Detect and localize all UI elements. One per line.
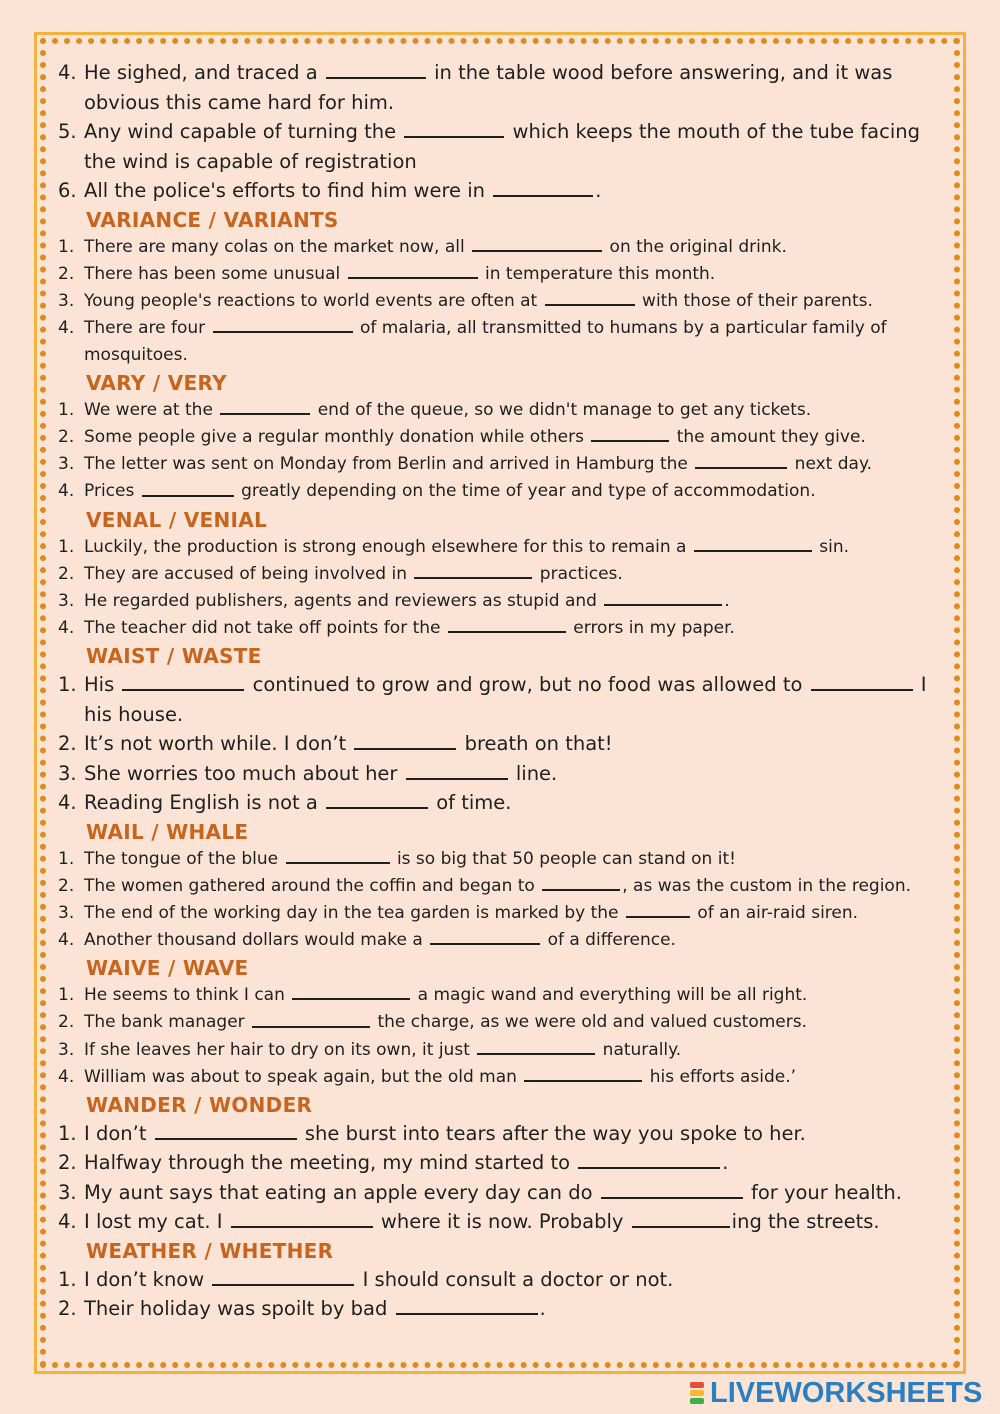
exercise-item	[58, 176, 944, 206]
answer-blank[interactable]	[326, 58, 426, 79]
exercise-item	[58, 670, 944, 729]
item-number: 3.	[58, 761, 77, 785]
exercise-item	[58, 478, 944, 505]
sentence-fragment: Halfway through the meeting, my mind started to	[84, 1151, 577, 1175]
sentence-fragment: on the original drink.	[604, 236, 787, 257]
sentence-fragment: All the police's efforts to find him were in	[84, 179, 492, 202]
item-text	[84, 315, 944, 369]
sentence-fragment: I lost my cat. I	[84, 1210, 229, 1234]
sentence-fragment: Prices	[84, 481, 140, 502]
section-heading: WAIST / WASTE	[86, 644, 262, 669]
sentence-fragment: , as was the custom in the region.	[622, 875, 912, 896]
item-number: 6.	[58, 179, 77, 202]
exercise-item	[58, 397, 944, 424]
item-text	[84, 670, 944, 729]
item-text	[84, 1037, 944, 1064]
exercise-item	[58, 900, 944, 927]
sentence-fragment: Any wind capable of turning the	[84, 120, 403, 143]
section-heading: WAIL / WHALE	[86, 819, 249, 844]
answer-blank[interactable]	[213, 315, 353, 333]
sentence-fragment: of an air-raid siren.	[691, 903, 859, 924]
item-text	[84, 982, 944, 1009]
item-number: 1.	[58, 1121, 77, 1145]
item-number: 2.	[58, 1297, 77, 1321]
item-text	[84, 1265, 944, 1295]
answer-blank[interactable]	[477, 1037, 595, 1055]
sentence-fragment: of malaria, all transmitted to humans by a particular family of mosquitoes.	[84, 318, 887, 366]
sentence-fragment: Young people's reactions to world events are often at	[84, 290, 543, 311]
sentence-fragment: in temperature this month.	[479, 263, 716, 284]
answer-blank[interactable]	[396, 1295, 538, 1316]
sentence-fragment: Their holiday was spoilt by bad	[84, 1297, 394, 1321]
answer-blank[interactable]	[632, 1208, 730, 1229]
item-text	[84, 58, 944, 117]
answer-blank[interactable]	[220, 397, 310, 415]
sentence-fragment: I his house.	[84, 673, 927, 726]
item-number: 2.	[58, 1151, 77, 1175]
exercise-item	[58, 1207, 944, 1237]
exercise-item	[58, 1148, 944, 1178]
item-number: 4.	[58, 317, 75, 338]
section-heading: WAIVE / WAVE	[86, 956, 249, 981]
sentence-fragment: The women gathered around the coffin and began to	[84, 875, 541, 896]
item-text	[84, 288, 944, 315]
sentence-fragment: Luckily, the production is strong enough elsewhere for this to remain a	[84, 536, 692, 557]
sentence-fragment: naturally.	[597, 1039, 682, 1060]
answer-blank[interactable]	[414, 561, 532, 579]
section-heading: VENAL / VENIAL	[86, 507, 268, 532]
answer-blank[interactable]	[524, 1064, 642, 1082]
exercise-item	[58, 117, 944, 176]
item-number: 3.	[58, 902, 75, 923]
item-text	[84, 759, 944, 789]
exercise-section	[58, 506, 944, 643]
sentence-fragment: I should consult a doctor or not.	[356, 1267, 674, 1291]
item-number: 1.	[58, 1267, 77, 1291]
answer-blank[interactable]	[212, 1265, 354, 1286]
exercise-section	[58, 818, 944, 955]
item-number: 1.	[58, 400, 75, 421]
sentence-fragment: practices.	[534, 563, 623, 584]
answer-blank[interactable]	[448, 615, 566, 633]
exercise-item	[58, 1294, 944, 1324]
sentence-fragment: Another thousand dollars would make a	[84, 930, 429, 951]
exercise-item	[58, 1178, 944, 1208]
sentence-fragment: There has been some unusual	[84, 263, 346, 284]
sentence-fragment: which keeps the mouth of the tube facing the wind is capable of registration	[84, 120, 921, 173]
item-number: 4.	[58, 791, 77, 815]
answer-blank[interactable]	[292, 982, 410, 1000]
item-text	[84, 873, 944, 900]
item-number: 1.	[58, 236, 75, 257]
exercise-item	[58, 1037, 944, 1064]
section-heading: VARY / VERY	[86, 371, 227, 396]
exercise-item	[58, 451, 944, 478]
item-number: 3.	[58, 290, 75, 311]
section-heading: WANDER / WONDER	[86, 1092, 313, 1117]
sentence-fragment: If she leaves her hair to dry on its own, it just	[84, 1039, 476, 1060]
item-number: 2.	[58, 1012, 75, 1033]
item-number: 1.	[58, 673, 77, 697]
item-text	[84, 451, 944, 478]
answer-blank[interactable]	[122, 671, 244, 692]
sentence-fragment: He sighed, and traced a	[84, 61, 324, 84]
sentence-fragment: is so big that 50 people can stand on it!	[391, 848, 736, 869]
item-text	[84, 1178, 944, 1208]
sentence-fragment: sin.	[813, 536, 850, 557]
sentence-fragment: the charge, as we were old and valued customers.	[372, 1012, 808, 1033]
sentence-fragment: He seems to think I can	[84, 985, 291, 1006]
sentence-fragment: There are four	[84, 318, 211, 339]
sentence-fragment: where it is now. Probably	[374, 1210, 630, 1234]
sentence-fragment: She worries too much about her	[84, 761, 404, 785]
exercise-item	[58, 234, 944, 261]
answer-blank[interactable]	[493, 176, 593, 197]
sentence-fragment: errors in my paper.	[567, 618, 735, 639]
item-number: 2.	[58, 563, 75, 584]
exercise-item	[58, 1265, 944, 1295]
logo-icon	[690, 1382, 704, 1404]
item-number: 3.	[58, 454, 75, 475]
liveworksheets-logo[interactable]	[690, 1376, 990, 1410]
answer-blank[interactable]	[252, 1009, 370, 1027]
answer-blank[interactable]	[578, 1149, 720, 1170]
sentence-fragment: The teacher did not take off points for the	[84, 618, 446, 639]
exercise-section	[58, 1237, 944, 1324]
answer-blank[interactable]	[348, 261, 478, 279]
sentence-fragment: a magic wand and everything will be all right.	[412, 985, 808, 1006]
item-number: 3.	[58, 1180, 77, 1204]
item-text	[84, 397, 944, 424]
exercise-item	[58, 788, 944, 818]
sentence-fragment: the amount they give.	[671, 427, 866, 448]
item-number: 5.	[58, 120, 77, 143]
sentence-fragment: for your health.	[744, 1180, 902, 1204]
sentence-fragment: His	[84, 673, 121, 697]
sentence-fragment: she burst into tears after the way you spoke to her.	[298, 1121, 806, 1145]
answer-blank[interactable]	[601, 1178, 743, 1199]
sentence-fragment: his efforts aside.’	[644, 1066, 797, 1087]
sentence-fragment: .	[595, 179, 602, 202]
sentence-fragment: in the table wood before answering, and it was obvious this came hard for him.	[84, 61, 893, 114]
exercise-section	[58, 642, 944, 818]
answer-blank[interactable]	[694, 534, 812, 552]
exercise-item	[58, 982, 944, 1009]
sentence-fragment: of time.	[430, 791, 512, 815]
item-number: 4.	[58, 1066, 75, 1087]
answer-blank[interactable]	[472, 234, 602, 252]
item-text	[84, 424, 944, 451]
item-text	[84, 176, 944, 206]
answer-blank[interactable]	[542, 873, 620, 891]
exercise-section	[58, 369, 944, 506]
answer-blank[interactable]	[155, 1119, 297, 1140]
answer-blank[interactable]	[604, 588, 722, 606]
item-number: 1.	[58, 848, 75, 869]
answer-blank[interactable]	[626, 900, 690, 918]
item-text	[84, 900, 944, 927]
sentence-fragment: .	[722, 1151, 729, 1175]
answer-blank[interactable]	[591, 424, 669, 442]
sentence-fragment: breath on that!	[458, 732, 613, 756]
sentence-fragment: continued to grow and grow, but no food was allowed to	[246, 673, 809, 697]
answer-blank[interactable]	[695, 451, 787, 469]
item-number: 4.	[58, 930, 75, 951]
sentence-fragment: greatly depending on the time of year and type of accommodation.	[235, 481, 816, 502]
answer-blank[interactable]	[286, 846, 390, 864]
sentence-fragment: with those of their parents.	[636, 290, 873, 311]
sentence-fragment: The end of the working day in the tea garden is marked by the	[84, 903, 624, 924]
sentence-fragment: .	[724, 591, 730, 612]
sentence-fragment: The tongue of the blue	[84, 848, 284, 869]
item-text	[84, 1148, 944, 1178]
answer-blank[interactable]	[545, 288, 635, 306]
answer-blank[interactable]	[231, 1208, 373, 1229]
item-number: 4.	[58, 61, 77, 84]
item-text	[84, 1294, 944, 1324]
exercise-item	[58, 615, 944, 642]
item-text	[84, 261, 944, 288]
answer-blank[interactable]	[404, 117, 504, 138]
item-text	[84, 478, 944, 505]
item-text	[84, 588, 944, 615]
item-number: 2.	[58, 427, 75, 448]
item-text	[84, 846, 944, 873]
sentence-fragment: line.	[509, 761, 558, 785]
sentence-fragment: I don’t know	[84, 1267, 211, 1291]
exercise-section	[58, 58, 944, 206]
item-number: 2.	[58, 732, 77, 756]
sentence-fragment: There are many colas on the market now, all	[84, 236, 471, 257]
sentence-fragment: He regarded publishers, agents and reviewers as stupid and	[84, 591, 603, 612]
sentence-fragment: The letter was sent on Monday from Berlin and arrived in Hamburg the	[84, 454, 694, 475]
sentence-fragment: Some people give a regular monthly donation while others	[84, 427, 590, 448]
item-number: 1.	[58, 985, 75, 1006]
exercise-item	[58, 927, 944, 954]
item-text	[84, 615, 944, 642]
section-heading: VARIANCE / VARIANTS	[86, 207, 339, 232]
item-number: 4.	[58, 618, 75, 639]
item-text	[84, 117, 944, 176]
item-text	[84, 561, 944, 588]
item-number: 4.	[58, 1210, 77, 1234]
section-heading: WEATHER / WHETHER	[86, 1238, 334, 1263]
item-text	[84, 1064, 944, 1091]
answer-blank[interactable]	[430, 927, 540, 945]
logo-text: LIVEWORKSHEETS	[710, 1376, 983, 1409]
exercise-item	[58, 759, 944, 789]
exercise-item	[58, 534, 944, 561]
exercise-item	[58, 873, 944, 900]
exercise-item	[58, 424, 944, 451]
sentence-fragment: It’s not worth while. I don’t	[84, 732, 353, 756]
sentence-fragment: My aunt says that eating an apple every day can do	[84, 1180, 599, 1204]
item-number: 2.	[58, 875, 75, 896]
sentence-fragment: The bank manager	[84, 1012, 251, 1033]
sentence-fragment: They are accused of being involved in	[84, 563, 413, 584]
item-number: 1.	[58, 536, 75, 557]
item-text	[84, 234, 944, 261]
exercise-section	[58, 206, 944, 370]
item-text	[84, 729, 944, 759]
exercise-item	[58, 561, 944, 588]
sentence-fragment: I don’t	[84, 1121, 153, 1145]
exercise-item	[58, 588, 944, 615]
exercise-item	[58, 58, 944, 117]
answer-blank[interactable]	[326, 789, 428, 810]
exercise-item	[58, 1064, 944, 1091]
exercise-item	[58, 846, 944, 873]
sentence-fragment: Reading English is not a	[84, 791, 325, 815]
exercise-item	[58, 315, 944, 369]
exercise-item	[58, 1009, 944, 1036]
answer-blank[interactable]	[354, 730, 456, 751]
sentence-fragment: of a difference.	[542, 930, 676, 951]
sentence-fragment: .	[539, 1297, 546, 1321]
item-number: 3.	[58, 590, 75, 611]
item-number: 4.	[58, 481, 75, 502]
answer-blank[interactable]	[811, 671, 913, 692]
exercise-section	[58, 954, 944, 1091]
item-text	[84, 927, 944, 954]
exercise-item	[58, 729, 944, 759]
answer-blank[interactable]	[142, 478, 234, 496]
item-text	[84, 1119, 944, 1149]
item-number: 3.	[58, 1039, 75, 1060]
exercise-item	[58, 261, 944, 288]
item-text	[84, 534, 944, 561]
exercise-item	[58, 1119, 944, 1149]
sentence-fragment: end of the queue, so we didn't manage to get any tickets.	[312, 400, 812, 421]
exercise-section	[58, 1091, 944, 1237]
sentence-fragment: We were at the	[84, 400, 219, 421]
item-number: 2.	[58, 263, 75, 284]
item-text	[84, 1009, 944, 1036]
exercise-item	[58, 288, 944, 315]
sentence-fragment: William was about to speak again, but the old man	[84, 1066, 523, 1087]
sentence-fragment: ing the streets.	[731, 1210, 880, 1234]
sentence-fragment: next day.	[789, 454, 872, 475]
worksheet-content	[58, 58, 944, 1324]
answer-blank[interactable]	[406, 759, 508, 780]
item-text	[84, 788, 944, 818]
item-text	[84, 1207, 944, 1237]
